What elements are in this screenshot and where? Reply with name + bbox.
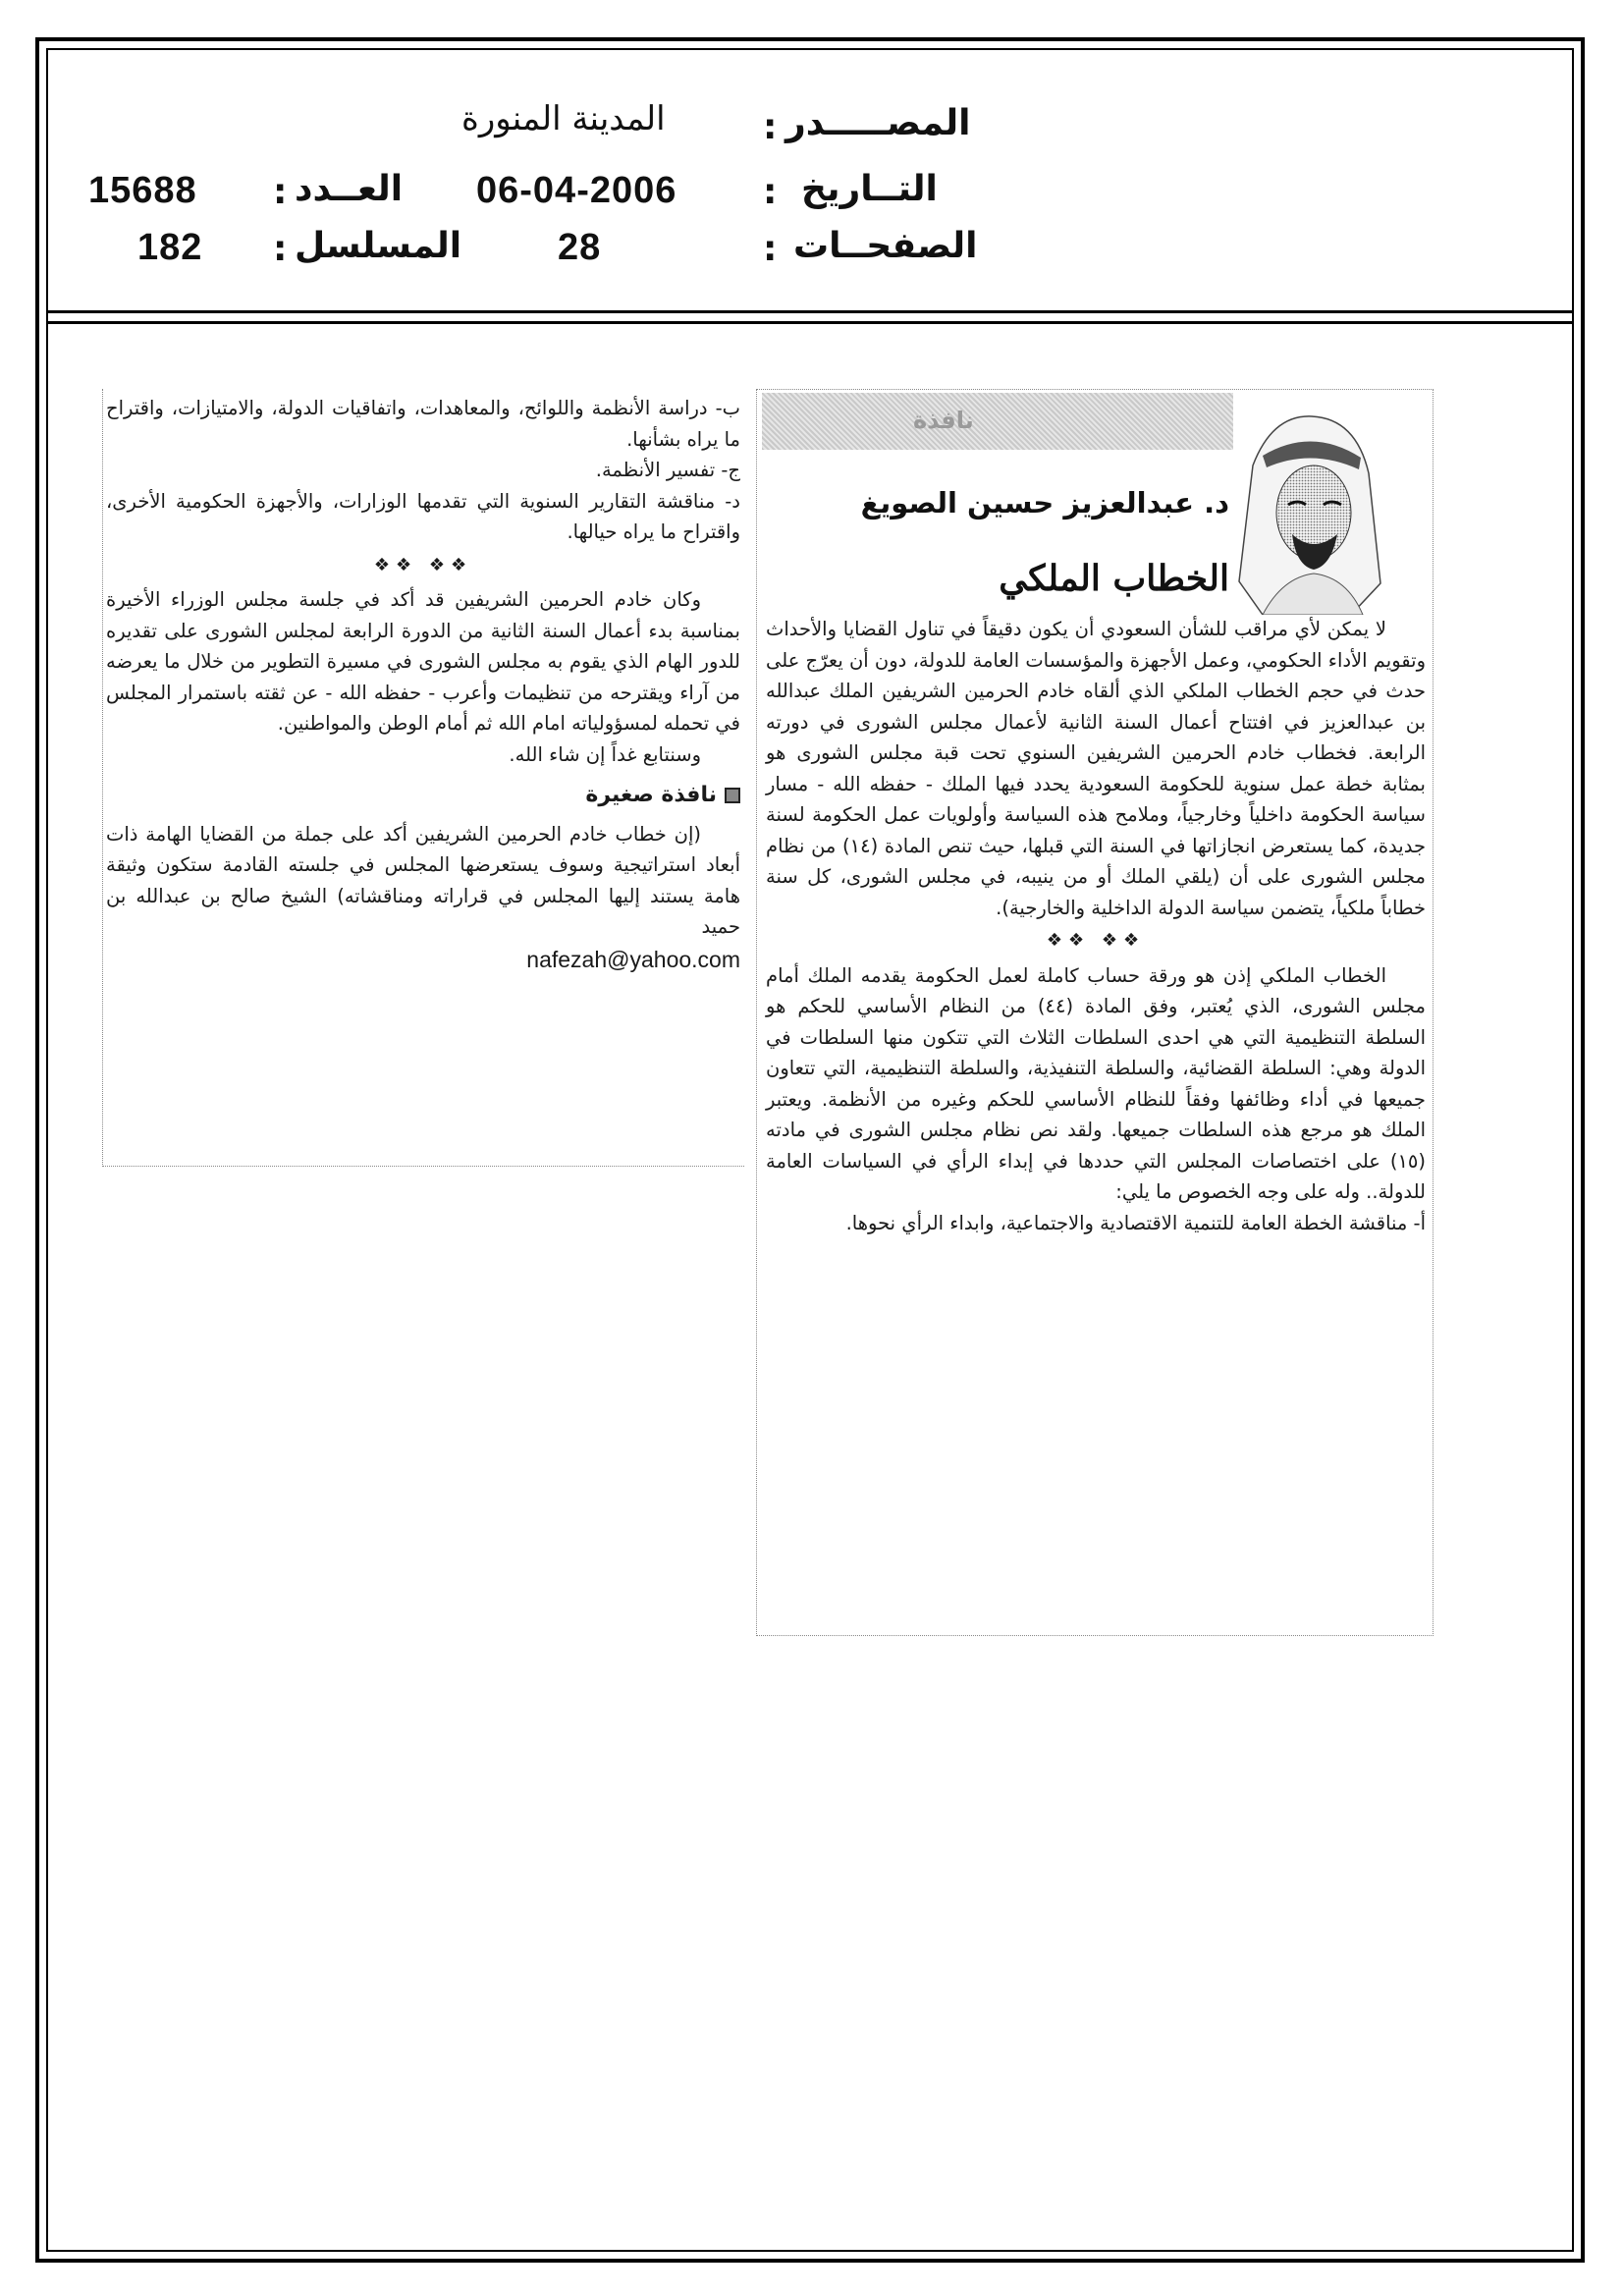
pages-label: الصفحــات (793, 226, 978, 266)
section-separator: ❖❖ ❖❖ (1046, 930, 1146, 951)
list-item: د- مناقشة التقارير السنوية التي تقدمها الوزارات، والأجهزة الحكومية الأخرى، واقتراح ما يراه حيالها. (106, 489, 740, 543)
issue-value: 15688 (88, 170, 197, 211)
small-window-heading-text: نافذة صغيرة (585, 783, 717, 807)
issue-colon: : (273, 172, 288, 212)
article-body-right (766, 614, 1426, 1238)
date-value: 06-04-2006 (476, 170, 677, 211)
contact-email: nafezah@yahoo.com (526, 946, 740, 972)
article-body-left (106, 393, 740, 975)
paragraph: وكان خادم الحرمين الشريفين قد أكد في جلسة مجلس الوزراء الأخيرة بمناسبة بدء أعمال السنة الثانية من الدورة الرابعة لمجلس الشورى على تقديره للدور الهام الذي يقوم به مجلس الشورى في مسيرة التطوير من خلال ما يعرضه من آراء ويقترحه من تنظيمات وأعرب - حفظه الله - عن ثقته باستمرار المجلس في تحمله لمسؤولياته امام الله ثم أمام الوطن والمواطنين. (106, 588, 740, 735)
paragraph: لا يمكن لأي مراقب للشأن السعودي أن يكون دقيقاً في تناول القضايا والأحداث وتقويم الأداء الحكومي، وعمل الأجهزة والمؤسسات العامة للدولة، دون أن يعرّج على حدث في حجم الخطاب الملكي الذي ألقاه خادم الحرمين الشريفين الملك عبدالله بن عبدالعزيز في افتتاح أعمال السنة الثانية لأعمال مجلس الشورى في دورته الرابعة. فخطاب خادم الحرمين الشريفين السنوي تحت قبة مجلس الشورى هو بمثابة خطة عمل سنوية للحكومة السعودية يحدد فيها الملك - حفظه الله - مسار سياسة الحكومة داخلياً وخارجياً، وملامح هذه السياسة وأولويات عمل الحكومة لسنة جديدة، كما يستعرض انجازاتها في السنة التي قبلها، حيث تنص المادة (١٤) من نظام مجلس الشورى على أن (يلقي الملك أو من ينيبه، في مجلس الشورى، كل سنة خطاباً ملكياً، يتضمن سياسة الدولة الداخلية والخارجية). (766, 618, 1427, 919)
paragraph: وسنتابع غداً إن شاء الله. (509, 742, 701, 766)
column-banner-label: نافذة (913, 407, 974, 434)
issue-label: العــدد (295, 169, 404, 209)
small-window-quote: (إن خطاب خادم الحرمين الشريفين أكد على جملة من القضايا الهامة ذات أبعاد استراتيجية وسوف يستعرضها المجلس في جلسته القادمة ستكون وثيقة هامة يستند إليها المجلس في قراراته ومناقشاته) الشيخ صالح بن عبدالله بن حميد (106, 822, 740, 938)
date-colon: : (763, 172, 778, 212)
serial-value: 182 (137, 227, 203, 268)
serial-colon: : (273, 229, 288, 269)
source-label: المصـــــدر (785, 103, 971, 143)
square-bullet-icon (725, 788, 740, 803)
list-item: أ- مناقشة الخطة العامة للتنمية الاقتصادية والاجتماعية، وابداء الرأي نحوها. (845, 1211, 1426, 1234)
pages-colon: : (763, 229, 778, 269)
section-separator: ❖❖ ❖❖ (373, 554, 473, 575)
author-portrait (1233, 397, 1382, 615)
header-divider-double (46, 321, 1574, 324)
article-title: الخطاب الملكي (999, 558, 1229, 599)
author-byline: د. عبدالعزيز حسين الصويغ (860, 486, 1229, 519)
column-banner (762, 393, 1233, 450)
paragraph: الخطاب الملكي إذن هو ورقة حساب كاملة لعمل الحكومة يقدمه الملك أمام مجلس الشورى، الذي يُعتبر، وفق المادة (٤٤) من النظام الأساسي للحكم هو السلطة التنظيمية التي هي احدى السلطات الثلاث التي تتكون منها السلطات في الدولة وهي: السلطة القضائية، والسلطة التنفيذية، والسلطة التنظيمية، التي تتعاون جميعها في أداء وظائفها وفقاً للنظام الأساسي للحكم وغيره من الأنظمة. ويعتبر الملك هو مرجع هذه السلطات جميعها. ولقد نص نظام مجلس الشورى في مادته (١٥) على اختصاصات المجلس التي حددها في إبداء الرأي في السياسات العامة للدولة.. وله على وجه الخصوص ما يلي: (766, 963, 1426, 1203)
serial-label: المسلسل (295, 226, 462, 266)
list-item: ج- تفسير الأنظمة. (595, 459, 740, 481)
date-label: التــاريخ (801, 169, 938, 209)
source-value: المدينة المنورة (461, 99, 666, 138)
header-divider (46, 310, 1574, 313)
small-window-heading (106, 780, 740, 811)
pages-value: 28 (558, 227, 602, 268)
list-item: ب- دراسة الأنظمة واللوائح، والمعاهدات، واتفاقيات الدولة، والامتيازات، واقتراح ما يراه بشأنها. (106, 397, 740, 451)
source-colon: : (763, 107, 778, 147)
